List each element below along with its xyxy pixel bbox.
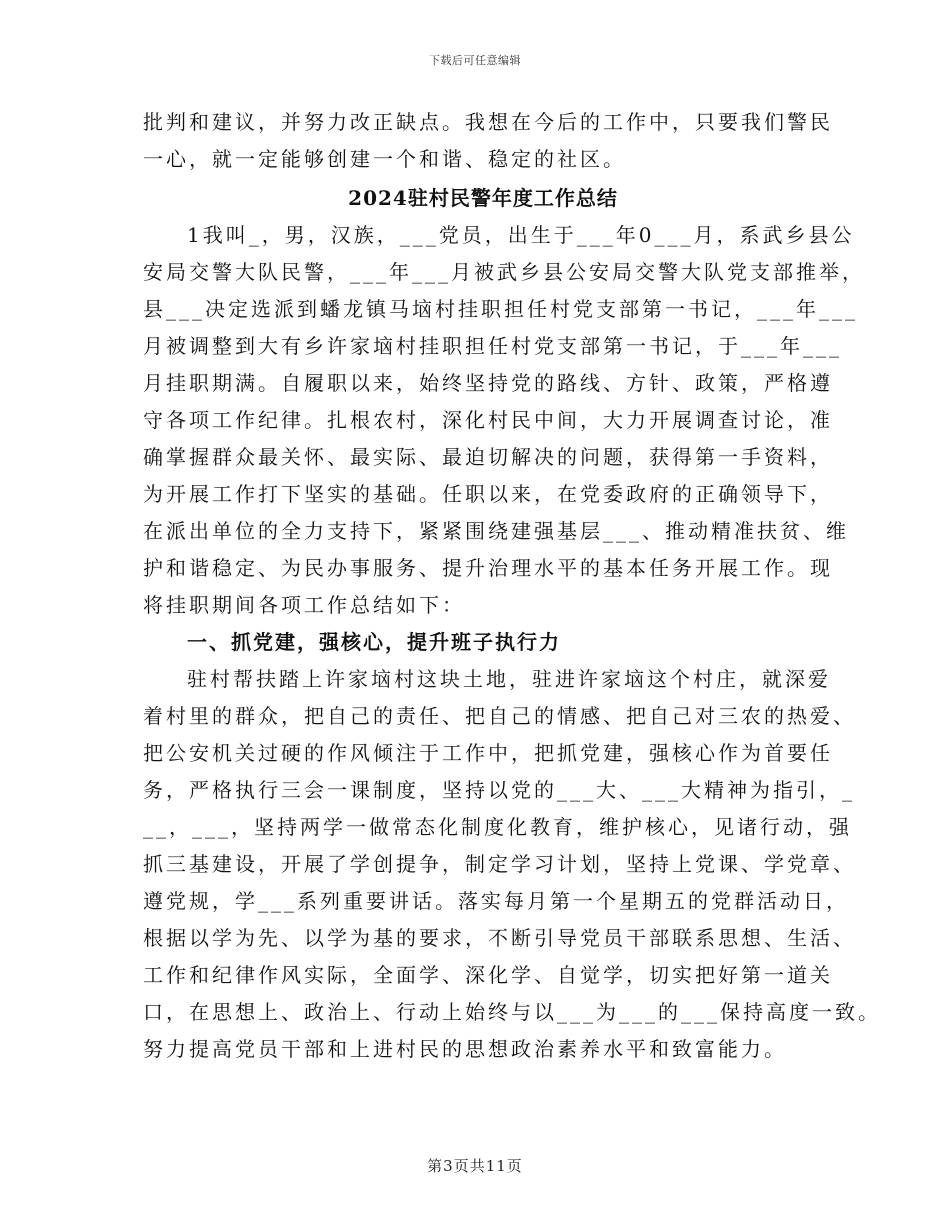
intro-line-2: 一心，就一定能够创建一个和谐、稳定的社区。: [143, 147, 626, 171]
paragraph2-line-8: 根据以学为先、以学为基的要求，不断引导党员干部联系思想、生活、: [143, 926, 856, 950]
paragraph2-line-3: 把公安机关过硬的作风倾注于工作中，把抓党建，强核心作为首要任: [143, 741, 833, 765]
paragraph2-line-11: 努力提高党员干部和上进村民的思想政治素养水平和致富能力。: [143, 1037, 787, 1061]
paragraph1-line-9: 在派出单位的全力支持下，紧紧围绕建强基层___、推动精准扶贫、维: [143, 519, 849, 543]
page-footer: 第3页共11页: [427, 1157, 523, 1175]
paragraph1-line-2: 安局交警大队民警，___年___月被武乡县公安局交警大队党支部推举，: [143, 260, 865, 284]
paragraph1-line-6: 守各项工作纪律。扎根农村，深化村民中间，大力开展调查讨论，准: [143, 408, 833, 432]
paragraph2-line-10: 口，在思想上、政治上、行动上始终与以___为___的___保持高度一致。: [143, 1000, 881, 1024]
paragraph1-line-4: 月被调整到大有乡许家垴村挂职担任村党支部第一书记，于___年___: [143, 334, 842, 358]
paragraph2-line-9: 工作和纪律作风实际，全面学、深化学、自觉学，切实把好第一道关: [143, 963, 833, 987]
paragraph1-line-10: 护和谐稳定、为民办事服务、提升治理水平的基本任务开展工作。现: [143, 556, 833, 580]
section-heading-1: 一、抓党建，强核心，提升班子执行力: [187, 630, 561, 654]
paragraph1-line-5: 月挂职期满。自履职以来，始终坚持党的路线、方针、政策，严格遵: [143, 371, 833, 395]
paragraph1-line-1: 1我叫_，男，汉族，___党员，出生于___年0___月，系武乡县公: [187, 223, 855, 247]
document-title: 2024驻村民警年度工作总结: [348, 186, 618, 210]
paragraph2-line-5: __，___，坚持两学一做常态化制度化教育，维护核心，见诸行动，强: [143, 815, 852, 839]
page-header: 下载后可任意编辑: [429, 54, 521, 67]
paragraph2-line-2: 着村里的群众，把自己的责任、把自己的情感、把自己对三农的热爱、: [143, 704, 856, 728]
paragraph2-line-4: 务，严格执行三会一课制度，坚持以党的___大、___大精神为指引，_: [143, 778, 855, 802]
document-body: [143, 104, 881, 1068]
paragraph1-line-7: 确掌握群众最关怀、最实际、最迫切解决的问题，获得第一手资料，: [143, 445, 833, 469]
paragraph2-line-6: 抓三基建设，开展了学创提争，制定学习计划，坚持上党课、学党章、: [143, 852, 856, 876]
paragraph2-line-1: 驻村帮扶踏上许家垴村这块土地，驻进许家垴这个村庄，就深爱: [187, 667, 831, 691]
paragraph1-line-8: 为开展工作打下坚实的基础。任职以来，在党委政府的正确领导下，: [143, 482, 833, 506]
paragraph1-line-3: 县___决定选派到蟠龙镇马垴村挂职担任村党支部第一书记，___年___: [143, 297, 858, 321]
intro-line-1: 批判和建议，并努力改正缺点。我想在今后的工作中，只要我们警民: [143, 110, 833, 134]
paragraph2-line-7: 遵党规，学___系列重要讲话。落实每月第一个星期五的党群活动日，: [143, 889, 849, 913]
paragraph1-line-11: 将挂职期间各项工作总结如下：: [143, 593, 465, 617]
